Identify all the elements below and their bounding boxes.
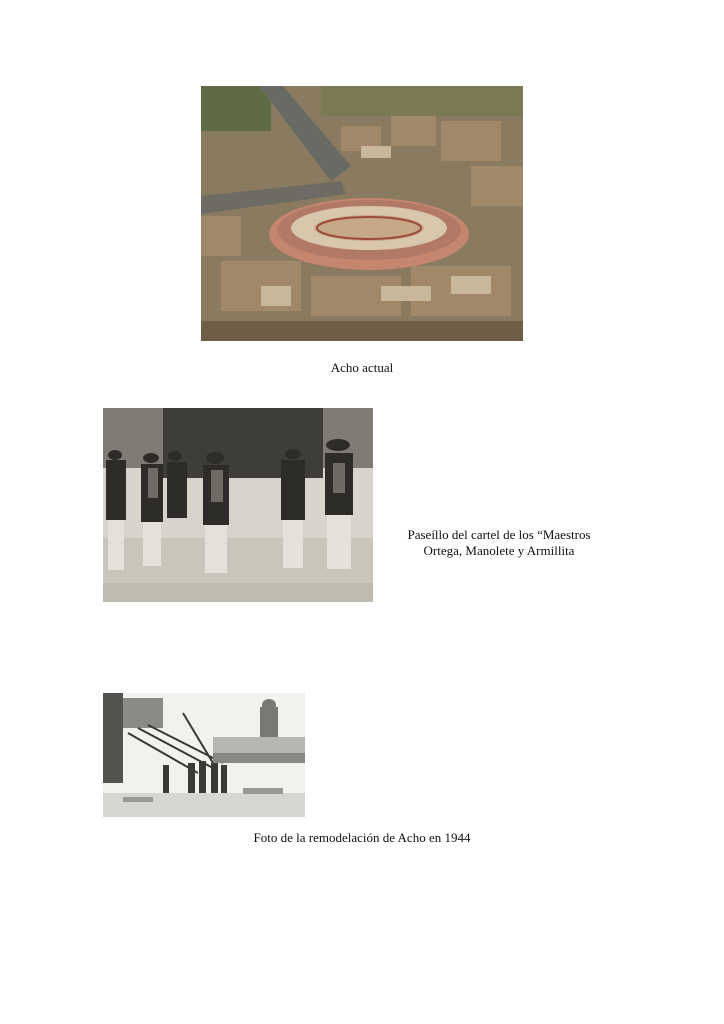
caption-paseillo-line-1: Paseíllo del cartel de los “Maestros	[407, 527, 591, 542]
acho-aerial-photo	[201, 86, 523, 341]
caption-acho-actual: Acho actual	[330, 360, 394, 375]
paseillo-photo	[103, 408, 373, 602]
caption-paseillo	[384, 527, 614, 559]
caption-paseillo-line-2: Ortega, Manolete y Armillita	[423, 543, 575, 558]
remodelacion-photo	[103, 693, 305, 817]
caption-remodelacion: Foto de la remodelación de Acho en 1944	[253, 830, 471, 845]
